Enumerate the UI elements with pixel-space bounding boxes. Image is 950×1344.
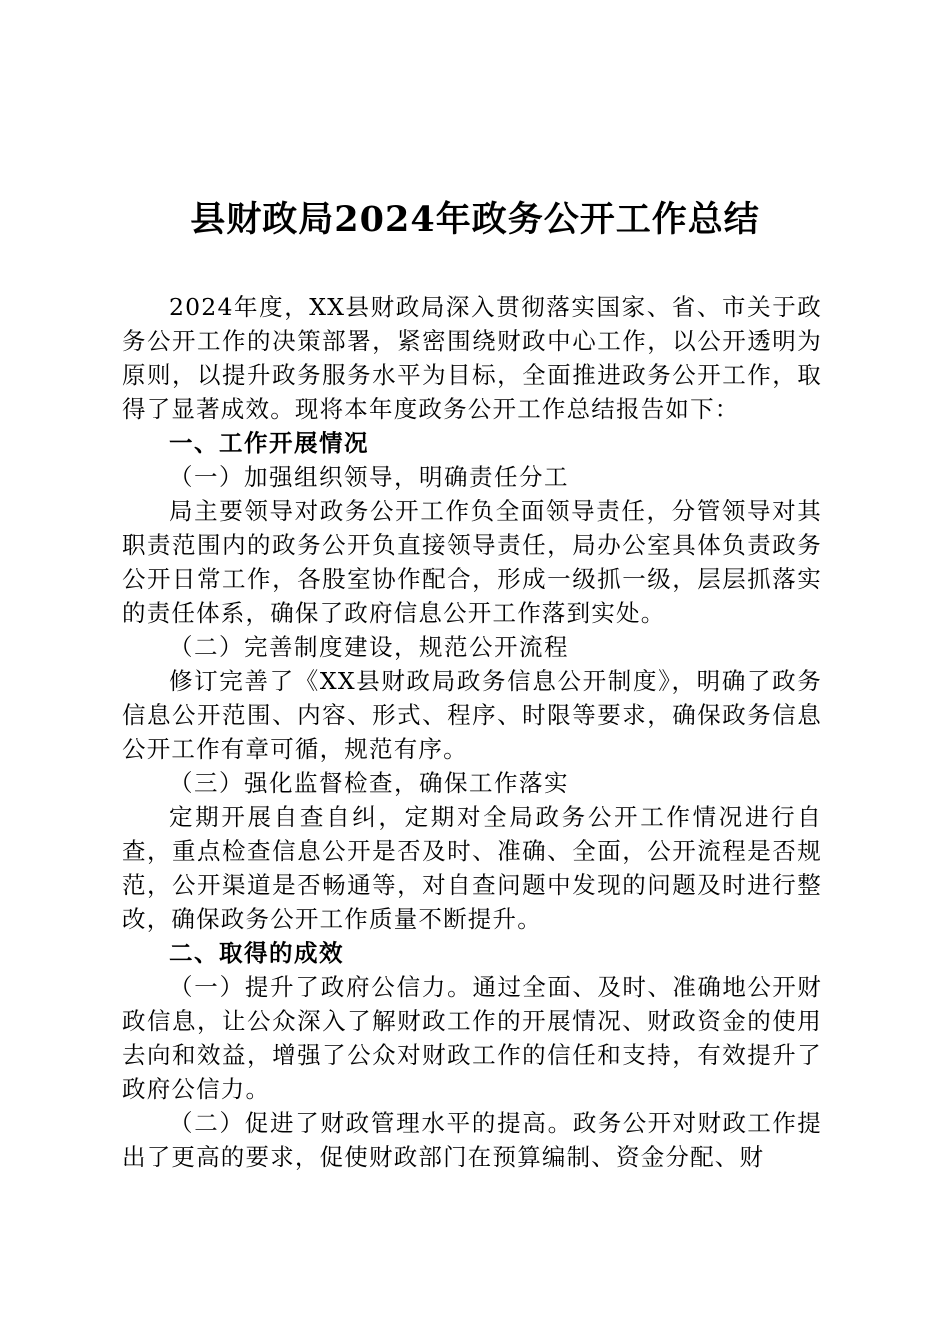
intro-paragraph: 2024年度，XX县财政局深入贯彻落实国家、省、市关于政务公开工作的决策部署，紧密围绕财政中心工作，以公开透明为原则，以提升政务服务水平为目标，全面推进政务公开工作，取得了显著成效。现将本年度政务公开工作总结报告如下： [122, 293, 822, 423]
lead-credibility: （一）提升了政府公信力。 [169, 973, 473, 1001]
paragraph-supervision: 定期开展自查自纠，定期对全局政务公开工作情况进行自查，重点检查信息公开是否及时、准确、全面，公开流程是否规范，公开渠道是否畅通等，对自查问题中发现的问题及时进行整改，确保政务公开工作质量不断提升。 [122, 803, 822, 933]
document-body [122, 290, 822, 1174]
section-heading-results: 二、取得的成效 [169, 939, 344, 967]
text-management: 政务公开对财政工作提出了更高的要求，促使财政部门在预算编制、资金分配、财 [122, 1109, 823, 1171]
section-heading-work: 一、工作开展情况 [169, 429, 369, 457]
paragraph-credibility [122, 970, 822, 1106]
lead-management: （二）促进了财政管理水平的提高。 [169, 1109, 573, 1137]
paragraph-system: 修订完善了《XX县财政局政务信息公开制度》，明确了政务信息公开范围、内容、形式、程序、时限等要求，确保政务信息公开工作有章可循，规范有序。 [122, 667, 822, 763]
page-title: 县财政局2024年政务公开工作总结 [190, 199, 760, 240]
subsection-heading-system: （二）完善制度建设，规范公开流程 [169, 633, 569, 661]
text-credibility: 通过全面、及时、准确地公开财政信息，让公众深入了解财政工作的开展情况、财政资金的使用去向和效益，增强了公众对财政工作的信任和支持，有效提升了政府公信力。 [122, 973, 822, 1103]
subsection-heading-supervision: （三）强化监督检查，确保工作落实 [169, 769, 569, 797]
paragraph-management [122, 1106, 822, 1174]
paragraph-organization: 局主要领导对政务公开工作负全面领导责任，分管领导对其职责范围内的政务公开负直接领导责任，局办公室具体负责政务公开日常工作，各股室协作配合，形成一级抓一级，层层抓落实的责任体系，确保了政府信息公开工作落到实处。 [122, 497, 822, 627]
subsection-heading-organization: （一）加强组织领导，明确责任分工 [169, 463, 569, 491]
